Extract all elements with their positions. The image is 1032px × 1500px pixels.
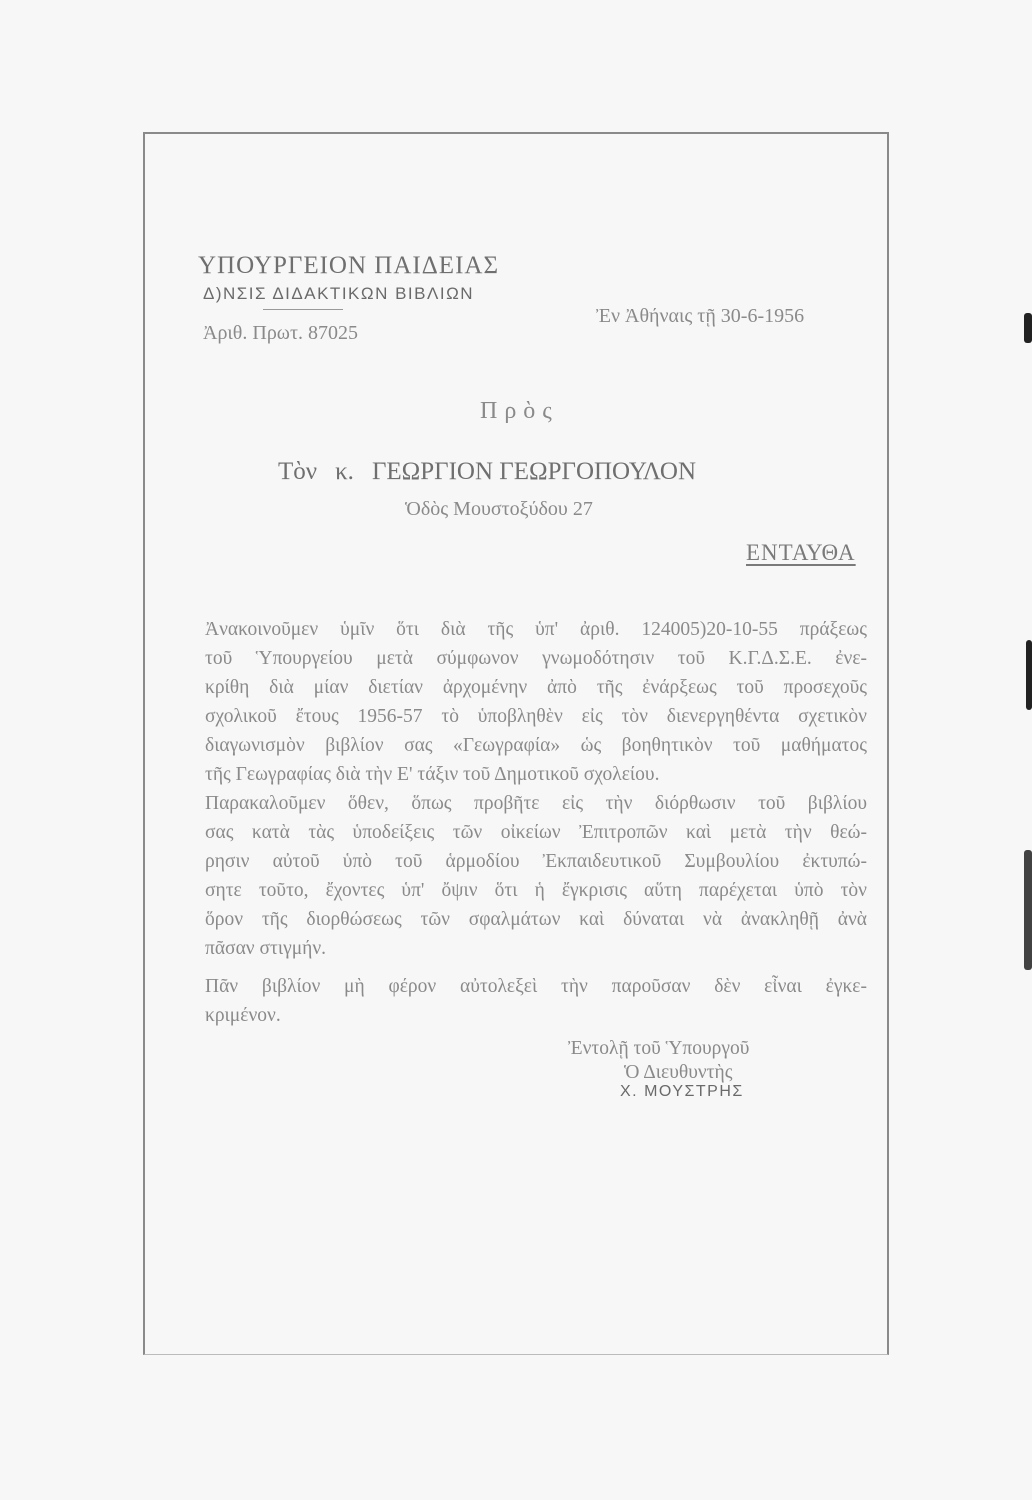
recipient-street: Ὁδὸς Μουστοξύδου 27: [405, 498, 593, 520]
body-line: κριμένον.: [205, 1005, 281, 1026]
scan-edge-mark: [1026, 640, 1032, 710]
body-line: σητε τοῦτο, ἔχοντες ὑπ' ὄψιν ὅτι ἡ ἔγκρισις αὕτη παρέχεται ὑπὸ τὸν: [205, 880, 867, 901]
body-line: σας κατὰ τὰς ὑποδείξεις τῶν οἰκείων Ἐπιτροπῶν καὶ μετὰ τὴν θεώ-: [205, 822, 867, 843]
body-line: κρίθη διὰ μίαν διετίαν ἀρχομένην ἀπὸ τῆς ἐνάρξεως τοῦ προσεχοῦς: [205, 677, 867, 698]
body-line: Ἀνακοινοῦμεν ὑμῖν ὅτι διὰ τῆς ὑπ' ἀριθ. 124005)20-10-55 πράξεως: [205, 619, 867, 640]
body-line: τῆς Γεωγραφίας διὰ τὴν Ε' τάξιν τοῦ Δημοτικοῦ σχολείου.: [205, 764, 660, 785]
body-line: πᾶσαν στιγμήν.: [205, 938, 327, 959]
body-line: διαγωνισμὸν βιβλίον σας «Γεωγραφία» ὡς βοηθητικὸν τοῦ μαθήματος: [205, 735, 867, 756]
body-line: σχολικοῦ ἔτους 1956-57 τὸ ὑποβληθὲν εἰς τὸν διενεργηθέντα σχετικὸν: [205, 706, 867, 727]
heading-divider: [263, 309, 343, 310]
title-abbreviation: κ.: [335, 458, 354, 485]
protocol-number: Ἀριθ. Πρωτ. 87025: [203, 322, 359, 344]
salutation: Τὸν: [278, 458, 318, 485]
body-line: ρησιν αὐτοῦ ὑπὸ τοῦ ἁρμοδίου Ἐκπαιδευτικοῦ Συμβουλίου ἐκτυπώ-: [205, 851, 867, 872]
scan-edge-mark: [1024, 313, 1032, 343]
ministry-heading: ΥΠΟΥΡΓΕΙΟΝ ΠΑΙΔΕΙΑΣ: [198, 252, 499, 279]
body-line: Παρακαλοῦμεν ὅθεν, ὅπως προβῆτε εἰς τὴν διόρθωσιν τοῦ βιβλίου: [205, 793, 867, 814]
recipient-city: ΕΝΤΑΥΘΑ: [746, 540, 856, 565]
recipient-name: ΓΕΩΡΓΙΟΝ ΓΕΩΡΓΟΠΟΥΛΟΝ: [371, 458, 697, 485]
body-line: Πᾶν βιβλίον μὴ φέρον αὐτολεξεὶ τὴν παροῦσαν δὲν εἶναι ἐγκε-: [205, 976, 867, 997]
signature-name: Χ. ΜΟΥΣΤΡΗΣ: [620, 1083, 744, 1100]
addressee-line: [278, 458, 696, 486]
body-line: τοῦ Ὑπουργείου μετὰ σύμφωνον γνωμοδότησιν τοῦ Κ.Γ.Δ.Σ.Ε. ἐνε-: [205, 648, 867, 669]
to-label: Πρὸς: [480, 398, 559, 424]
signature-role: Ὁ Διευθυντὴς: [624, 1062, 733, 1083]
scan-edge-mark: [1024, 850, 1032, 970]
directorate-heading: Δ)ΝΣΙΣ ΔΙΔΑΚΤΙΚΩΝ ΒΙΒΛΙΩΝ: [203, 284, 475, 303]
signature-order-line: Ἐντολῇ τοῦ Ὑπουργοῦ: [568, 1038, 750, 1059]
letter-date: Ἐν Ἀθήναις τῇ 30-6-1956: [596, 305, 805, 327]
body-line: ὅρον τῆς διορθώσεως τῶν σφαλμάτων καὶ δύναται νὰ ἀνακληθῇ ἀνὰ: [205, 909, 867, 930]
